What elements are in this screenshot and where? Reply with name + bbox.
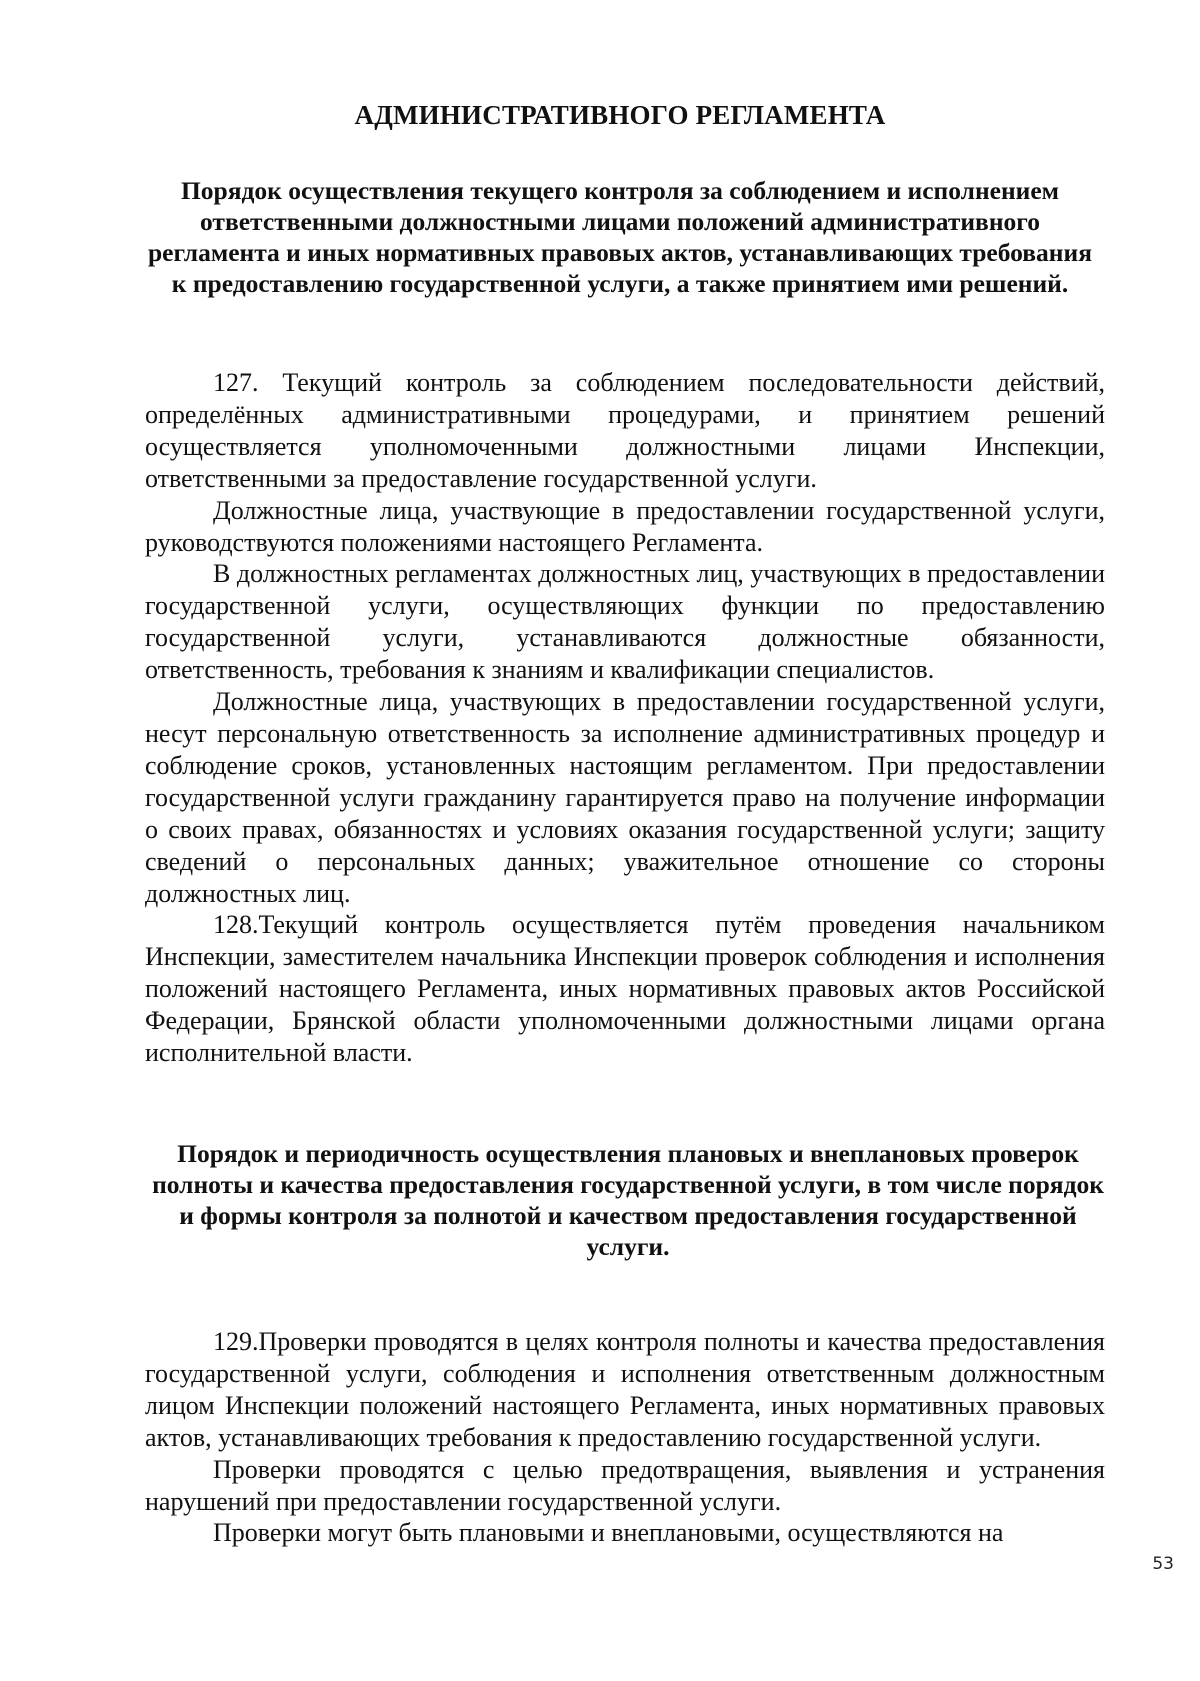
paragraph-129: 129.Проверки проводятся в целях контроля полноты и качества предоставления государственной услуги, соблюдения и исполнения ответственным должностным лицом Инспекции положений настоящего Регламента, иных нормативных правовых актов, устанавливающих требования к предоставлению государственной услуги. <box>145 1327 1105 1452</box>
section-heading-inspections: Порядок и периодичность осуществления плановых и внеплановых проверок полноты и качества предоставления государственной услуги, в том числе порядок и формы контроля за полнотой и качеством предоставления государственной услуги. <box>152 1139 1104 1261</box>
paragraph-officials-guidance: Должностные лица, участвующие в предоставлении государственной услуги, руководствуются положениями настоящего Регламента. <box>145 495 1105 557</box>
paragraph-inspection-purpose: Проверки проводятся с целью предотвращения, выявления и устранения нарушений при предоставлении государственной услуги. <box>145 1454 1105 1516</box>
paragraph-personal-responsibility: Должностные лица, участвующих в предоставлении государственной услуги, несут персональную ответственность за исполнение административных процедур и соблюдение сроков, установленных настоящим регламентом. При предоставлении государственной услуги гражданину гарантируется право на получение информации о своих правах, обязанностях и условиях оказания государственной услуги; защиту сведений о персональных данных; уважительное отношение со стороны должностных лиц. <box>145 687 1105 908</box>
paragraph-job-regulations: В должностных регламентах должностных лиц, участвующих в предоставлении государственной услуги, осуществляющих функции по предоставлению государственной услуги, устанавливаются должностные обязанности, ответственность, требования к знаниям и квалификации специалистов. <box>145 559 1105 685</box>
section-body-current-control <box>145 367 1105 1069</box>
paragraph-127: 127. Текущий контроль за соблюдением последовательности действий, определённых административными процедурами, и принятием решений осуществляется уполномоченными должностными лицами Инспекции, ответственными за предоставление государственной услуги. <box>145 368 1105 493</box>
paragraph-inspection-types: Проверки могут быть плановыми и внеплановыми, осуществляются на <box>213 1518 1004 1548</box>
document-title: АДМИНИСТРАТИВНОГО РЕГЛАМЕНТА <box>354 100 886 130</box>
section-heading-current-control: Порядок осуществления текущего контроля за соблюдением и исполнением ответственными должностными лицами положений административного регламента и иных нормативных правовых актов, устанавливающих требования к предоставлению государственной услуги, а также принятием ими решений. <box>148 176 1092 298</box>
page-number: 53 <box>1152 1554 1174 1574</box>
section-body-inspections <box>145 1326 1105 1549</box>
paragraph-128: 128.Текущий контроль осуществляется путём проведения начальником Инспекции, заместителем начальника Инспекции проверок соблюдения и исполнения положений настоящего Регламента, иных нормативных правовых актов Российской Федерации, Брянской области уполномоченными должностными лицами органа исполнительной власти. <box>145 910 1105 1068</box>
